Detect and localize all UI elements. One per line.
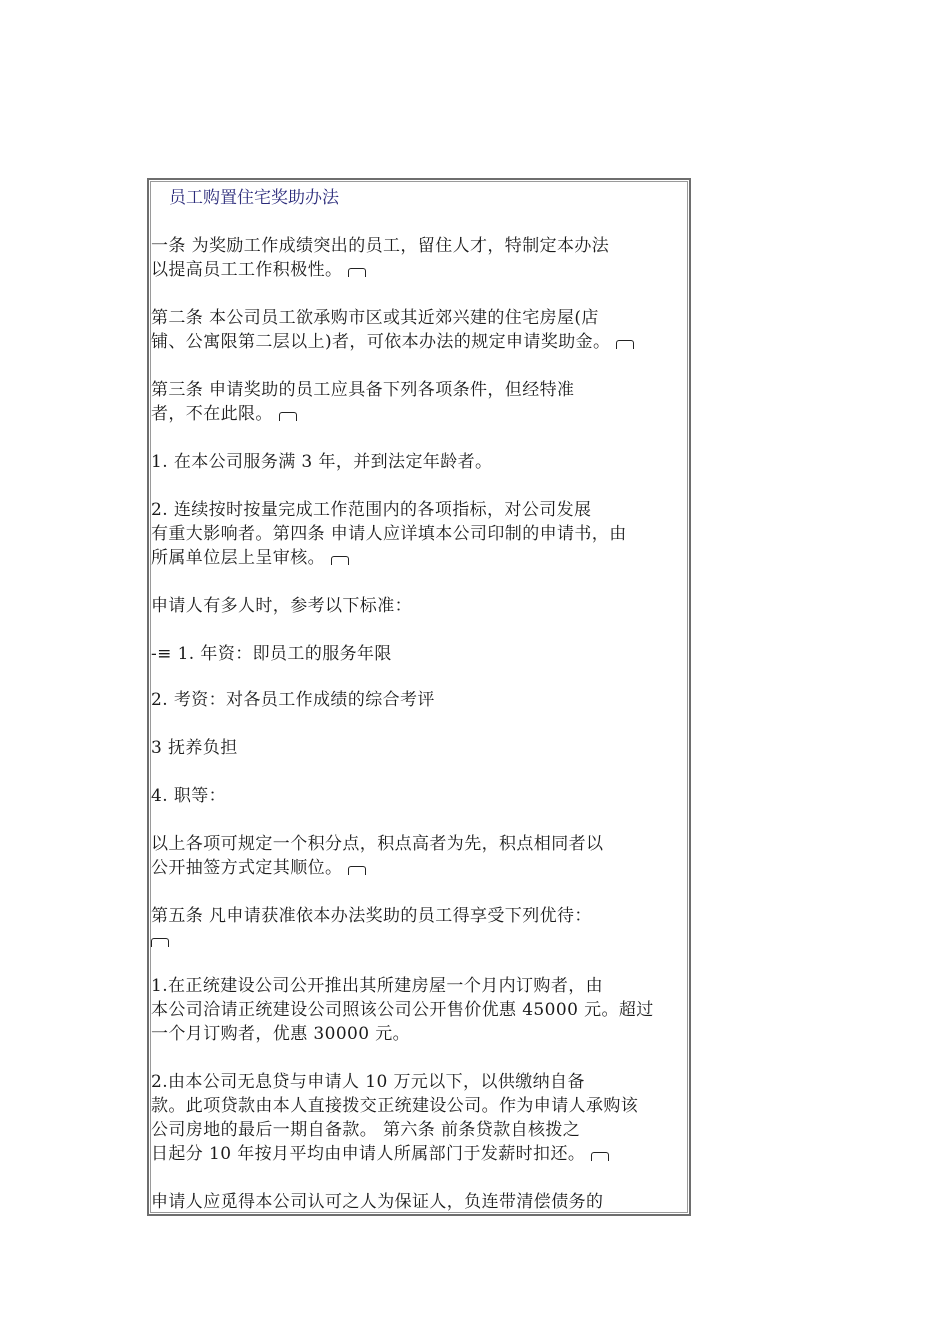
document-title: 员工购置住宅奖助办法 [169,188,339,208]
text-line: 第三条 申请奖助的员工应具备下列各项条件，但经特准 [151,380,575,400]
paragraph-article-5 [151,904,689,952]
text-line: 公司房地的最后一期自备款。 第六条 前条贷款自核拨之 [151,1120,581,1140]
paragraph-return-icon [331,556,349,565]
paragraph-return-icon [591,1152,609,1161]
paragraph-points [151,832,689,880]
text-line: 4. 职等： [151,786,227,806]
text-line: 申请人有多人时，参考以下标准： [151,596,412,616]
text-line: 2. 考资：对各员工作成绩的综合考评 [151,690,435,710]
text-line: 有重大影响者。第四条 申请人应详填本公司印制的申请书，由 [151,524,627,544]
text-line: 日起分 10 年按月平均由申请人所属部门于发薪时扣还。 [151,1144,586,1164]
text-line: 公开抽签方式定其顺位。 [151,858,343,878]
text-line: 2. 连续按时按量完成工作范围内的各项指标，对公司发展 [151,500,592,520]
text-line: 一个月订购者，优惠 30000 元。 [151,1024,411,1044]
paragraph-article-3 [151,378,689,426]
text-line: 款。此项贷款由本人直接拨交正统建设公司。作为申请人承购该 [151,1096,639,1116]
paragraph-criteria-4 [151,784,689,808]
text-line: 铺、公寓限第二层以上)者，可依本办法的规定申请奖助金。 [151,332,611,352]
paragraph-condition-2 [151,498,689,570]
paragraph-condition-1 [151,450,689,474]
text-line: 一条 为奖励工作成绩突出的员工，留住人才，特制定本办法 [151,236,610,256]
paragraph-return-icon [279,412,297,421]
paragraph-benefit-1 [151,974,689,1046]
text-line: 3 抚养负担 [151,738,238,758]
paragraph-criteria-3 [151,736,689,760]
paragraph-return-icon [348,866,366,875]
paragraph-criteria-2 [151,688,689,712]
paragraph-guarantor [151,1190,689,1214]
text-line: -≡ 1. 年资：即员工的服务年限 [151,644,392,664]
paragraph-criteria-1 [151,642,689,666]
text-line: 第二条 本公司员工欲承购市区或其近郊兴建的住宅房屋(店 [151,308,599,328]
text-line: 本公司洽请正统建设公司照该公司公开售价优惠 45000 元。超过 [151,1000,654,1020]
paragraph-article-2 [151,306,689,354]
text-line: 1.在正统建设公司公开推出其所建房屋一个月内订购者，由 [151,976,604,996]
paragraph-return-icon [151,938,169,947]
paragraph-benefit-2 [151,1070,689,1166]
text-line: 以提高员工工作积极性。 [151,260,343,280]
paragraph-multi-applicants [151,594,689,618]
document-frame [147,178,691,1216]
text-line: 以上各项可规定一个积分点，积点高者为先，积点相同者以 [151,834,604,854]
text-line: 所属单位层上呈审核。 [151,548,325,568]
paragraph-return-icon [616,340,634,349]
text-line: 申请人应觅得本公司认可之人为保证人，负连带清偿债务的 [151,1192,604,1212]
text-line: 1. 在本公司服务满 3 年，并到法定年龄者。 [151,452,493,472]
paragraph-article-1 [151,234,689,282]
text-line: 者，不在此限。 [151,404,273,424]
text-line: 2.由本公司无息贷与申请人 10 万元以下，以供缴纳自备 [151,1072,585,1092]
paragraph-return-icon [348,268,366,277]
text-line: 第五条 凡申请获准依本办法奖助的员工得享受下列优待： [151,906,592,926]
